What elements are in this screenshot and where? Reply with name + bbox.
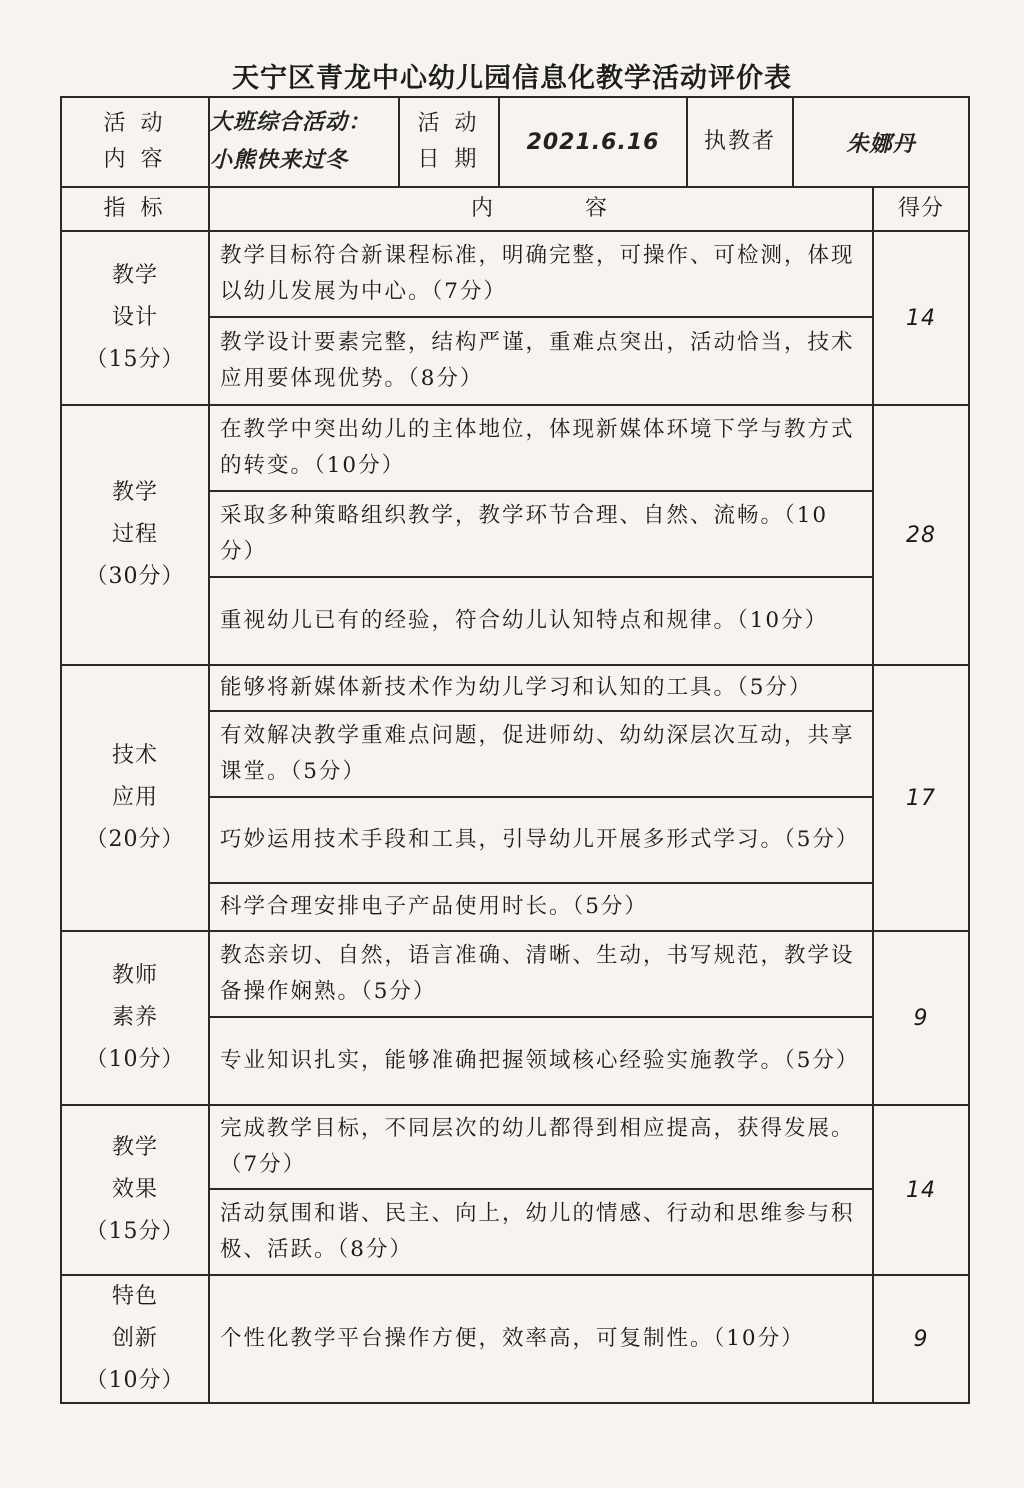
criterion-item: 教学目标符合新课程标准，明确完整，可操作、可检测，体现以幼儿发展为中心。（7分） xyxy=(210,232,872,318)
evaluation-table xyxy=(60,96,970,1404)
criterion-item: 采取多种策略组织教学，教学环节合理、自然、流畅。（10分） xyxy=(210,492,872,578)
score-value: 28 xyxy=(873,405,969,665)
criterion-item: 有效解决教学重难点问题，促进师幼、幼幼深层次互动，共享课堂。（5分） xyxy=(210,712,872,798)
section-row xyxy=(61,931,969,1105)
teacher-label: 执教者 xyxy=(687,97,793,187)
section-row xyxy=(61,1275,969,1403)
criterion-item: 教态亲切、自然，语言准确、清晰、生动，书写规范，教学设备操作娴熟。（5分） xyxy=(210,932,872,1018)
category-label: 特色 创新 （10分） xyxy=(61,1275,209,1403)
criterion-item: 在教学中突出幼儿的主体地位，体现新媒体环境下学与教方式的转变。（10分） xyxy=(210,406,872,492)
criterion-item: 教学设计要素完整，结构严谨，重难点突出，活动恰当，技术应用要体现优势。（8分） xyxy=(220,330,855,391)
indicator-column-header: 指 标 xyxy=(61,187,209,231)
section-row xyxy=(61,405,969,665)
criterion-item: 科学合理安排电子产品使用时长。（5分） xyxy=(220,894,648,919)
score-value: 14 xyxy=(873,1105,969,1275)
teacher-signature: 朱娜丹 xyxy=(793,97,969,187)
category-label: 教学 设计 （15分） xyxy=(61,231,209,405)
activity-content-label: 活 动 内 容 xyxy=(61,97,209,187)
section-row xyxy=(61,1105,969,1275)
category-label: 教学 效果 （15分） xyxy=(61,1105,209,1275)
activity-date-label: 活 动 日 期 xyxy=(399,97,499,187)
content-column-header: 内 容 xyxy=(209,187,873,231)
criterion-item: 完成教学目标，不同层次的幼儿都得到相应提高，获得发展。（7分） xyxy=(210,1106,872,1190)
section-row xyxy=(61,231,969,405)
criterion-item: 活动氛围和谐、民主、向上，幼儿的情感、行动和思维参与积极、活跃。（8分） xyxy=(220,1201,855,1262)
criterion-item: 巧妙运用技术手段和工具，引导幼儿开展多形式学习。（5分） xyxy=(210,798,872,884)
score-value: 17 xyxy=(873,665,969,931)
category-label: 教师 素养 （10分） xyxy=(61,931,209,1105)
criterion-item: 专业知识扎实，能够准确把握领域核心经验实施教学。（5分） xyxy=(220,1048,860,1073)
category-label: 教学 过程 （30分） xyxy=(61,405,209,665)
criterion-item: 重视幼儿已有的经验，符合幼儿认知特点和规律。（10分） xyxy=(220,608,829,633)
category-label: 技术 应用 （20分） xyxy=(61,665,209,931)
activity-date-value: 2021.6.16 xyxy=(499,97,687,187)
criterion-item: 能够将新媒体新技术作为幼儿学习和认知的工具。（5分） xyxy=(210,666,872,712)
score-value: 9 xyxy=(873,1275,969,1403)
score-value: 14 xyxy=(873,231,969,405)
page-title: 天宁区青龙中心幼儿园信息化教学活动评价表 xyxy=(232,63,792,94)
activity-content-value: 大班综合活动： 小熊快来过冬 xyxy=(209,97,399,187)
score-column-header: 得分 xyxy=(873,187,969,231)
criterion-item: 个性化教学平台操作方便，效率高，可复制性。（10分） xyxy=(220,1326,805,1351)
section-row xyxy=(61,665,969,931)
score-value: 9 xyxy=(873,931,969,1105)
